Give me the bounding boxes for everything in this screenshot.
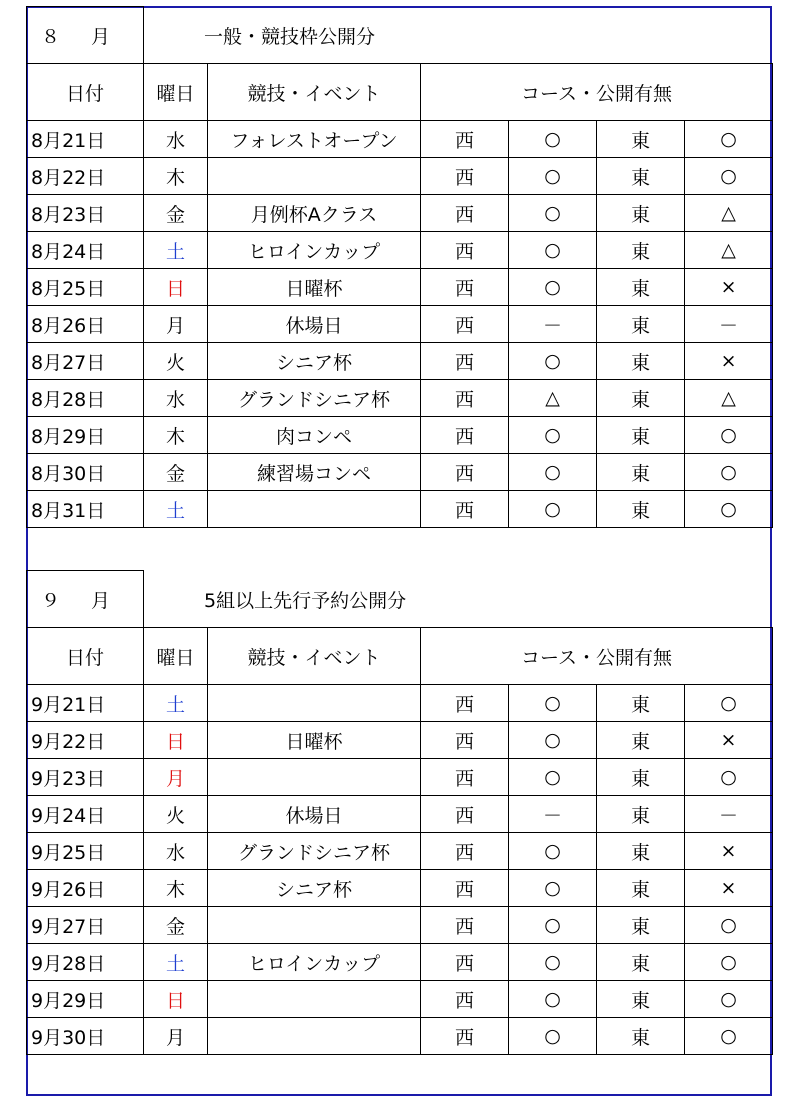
east-status-cell: △ (685, 195, 773, 232)
course-west-cell: 西 (421, 306, 509, 343)
course-west-cell: 西 (421, 269, 509, 306)
header-weekday: 曜日 (144, 628, 208, 685)
september-title-row (27, 571, 773, 628)
date-cell: 9月30日 (27, 1018, 144, 1055)
west-status-cell: ○ (509, 454, 597, 491)
august-title-row (27, 7, 773, 64)
course-west-cell: 西 (421, 158, 509, 195)
course-east-cell: 東 (597, 417, 685, 454)
weekday-cell: 水 (144, 833, 208, 870)
weekday-cell: 日 (144, 269, 208, 306)
west-status-cell: ○ (509, 870, 597, 907)
event-cell (208, 1018, 421, 1055)
date-cell: 8月29日 (27, 417, 144, 454)
event-cell: シニア杯 (208, 343, 421, 380)
west-status-cell: ○ (509, 1018, 597, 1055)
course-west-cell: 西 (421, 870, 509, 907)
event-cell: 休場日 (208, 796, 421, 833)
header-weekday: 曜日 (144, 64, 208, 121)
event-cell (208, 491, 421, 528)
date-cell: 9月23日 (27, 759, 144, 796)
east-status-cell: ○ (685, 417, 773, 454)
table-row (27, 722, 773, 759)
west-status-cell: △ (509, 380, 597, 417)
september-schedule-table (26, 570, 773, 1055)
east-status-cell: ○ (685, 121, 773, 158)
date-cell: 9月25日 (27, 833, 144, 870)
table-row (27, 306, 773, 343)
course-east-cell: 東 (597, 232, 685, 269)
course-west-cell: 西 (421, 121, 509, 158)
header-row (27, 64, 773, 121)
east-status-cell: ○ (685, 491, 773, 528)
weekday-cell: 月 (144, 759, 208, 796)
west-status-cell: ○ (509, 158, 597, 195)
date-cell: 8月21日 (27, 121, 144, 158)
west-status-cell: ○ (509, 232, 597, 269)
event-cell (208, 685, 421, 722)
date-cell: 8月23日 (27, 195, 144, 232)
course-west-cell: 西 (421, 722, 509, 759)
date-cell: 9月29日 (27, 981, 144, 1018)
east-status-cell: ○ (685, 685, 773, 722)
date-cell: 8月26日 (27, 306, 144, 343)
header-course: コース・公開有無 (421, 64, 773, 121)
month-label: ８ 月 (27, 7, 144, 64)
course-east-cell: 東 (597, 759, 685, 796)
table-row (27, 343, 773, 380)
east-status-cell: × (685, 833, 773, 870)
table-row (27, 796, 773, 833)
west-status-cell: ○ (509, 833, 597, 870)
table-row (27, 833, 773, 870)
date-cell: 9月28日 (27, 944, 144, 981)
west-status-cell: ○ (509, 907, 597, 944)
west-status-cell: ○ (509, 269, 597, 306)
event-cell: フォレストオープン (208, 121, 421, 158)
table-row (27, 380, 773, 417)
table-row (27, 870, 773, 907)
east-status-cell: × (685, 269, 773, 306)
date-cell: 8月22日 (27, 158, 144, 195)
table-row (27, 944, 773, 981)
date-cell: 8月27日 (27, 343, 144, 380)
weekday-cell: 火 (144, 343, 208, 380)
weekday-cell: 金 (144, 454, 208, 491)
course-west-cell: 西 (421, 343, 509, 380)
east-status-cell: ○ (685, 907, 773, 944)
east-status-cell: ○ (685, 759, 773, 796)
weekday-cell: 金 (144, 195, 208, 232)
weekday-cell: 土 (144, 232, 208, 269)
course-west-cell: 西 (421, 1018, 509, 1055)
course-east-cell: 東 (597, 944, 685, 981)
weekday-cell: 土 (144, 491, 208, 528)
course-east-cell: 東 (597, 491, 685, 528)
course-west-cell: 西 (421, 833, 509, 870)
west-status-cell: － (509, 796, 597, 833)
header-event: 競技・イベント (208, 628, 421, 685)
table-row (27, 454, 773, 491)
event-cell: 日曜杯 (208, 269, 421, 306)
weekday-cell: 火 (144, 796, 208, 833)
course-east-cell: 東 (597, 121, 685, 158)
course-west-cell: 西 (421, 417, 509, 454)
west-status-cell: ○ (509, 343, 597, 380)
east-status-cell: △ (685, 232, 773, 269)
table-row (27, 121, 773, 158)
east-status-cell: － (685, 796, 773, 833)
course-west-cell: 西 (421, 907, 509, 944)
weekday-cell: 土 (144, 685, 208, 722)
weekday-cell: 月 (144, 306, 208, 343)
east-status-cell: ○ (685, 944, 773, 981)
event-cell: グランドシニア杯 (208, 833, 421, 870)
course-west-cell: 西 (421, 796, 509, 833)
west-status-cell: ○ (509, 491, 597, 528)
event-cell: 月例杯Aクラス (208, 195, 421, 232)
august-schedule-table (26, 6, 773, 528)
east-status-cell: ○ (685, 981, 773, 1018)
date-cell: 9月22日 (27, 722, 144, 759)
table-row (27, 158, 773, 195)
west-status-cell: ○ (509, 981, 597, 1018)
east-status-cell: × (685, 343, 773, 380)
section-title: 5組以上先行予約公開分 (144, 571, 773, 628)
event-cell: 肉コンペ (208, 417, 421, 454)
course-west-cell: 西 (421, 195, 509, 232)
course-east-cell: 東 (597, 454, 685, 491)
event-cell: ヒロインカップ (208, 232, 421, 269)
table-row (27, 685, 773, 722)
course-east-cell: 東 (597, 306, 685, 343)
section-title: 一般・競技枠公開分 (144, 7, 773, 64)
course-west-cell: 西 (421, 944, 509, 981)
weekday-cell: 日 (144, 981, 208, 1018)
course-east-cell: 東 (597, 343, 685, 380)
course-east-cell: 東 (597, 907, 685, 944)
west-status-cell: ○ (509, 685, 597, 722)
date-cell: 9月24日 (27, 796, 144, 833)
course-east-cell: 東 (597, 685, 685, 722)
event-cell: シニア杯 (208, 870, 421, 907)
event-cell: 日曜杯 (208, 722, 421, 759)
event-cell: 練習場コンペ (208, 454, 421, 491)
date-cell: 9月27日 (27, 907, 144, 944)
course-east-cell: 東 (597, 833, 685, 870)
east-status-cell: × (685, 722, 773, 759)
date-cell: 8月28日 (27, 380, 144, 417)
weekday-cell: 木 (144, 417, 208, 454)
course-east-cell: 東 (597, 380, 685, 417)
east-status-cell: △ (685, 380, 773, 417)
header-row (27, 628, 773, 685)
date-cell: 8月24日 (27, 232, 144, 269)
table-row (27, 269, 773, 306)
date-cell: 8月25日 (27, 269, 144, 306)
event-cell (208, 158, 421, 195)
weekday-cell: 日 (144, 722, 208, 759)
event-cell: ヒロインカップ (208, 944, 421, 981)
event-cell: グランドシニア杯 (208, 380, 421, 417)
course-east-cell: 東 (597, 269, 685, 306)
header-course: コース・公開有無 (421, 628, 773, 685)
weekday-cell: 金 (144, 907, 208, 944)
course-west-cell: 西 (421, 491, 509, 528)
west-status-cell: ○ (509, 944, 597, 981)
course-east-cell: 東 (597, 1018, 685, 1055)
event-cell (208, 759, 421, 796)
header-event: 競技・イベント (208, 64, 421, 121)
weekday-cell: 木 (144, 158, 208, 195)
course-west-cell: 西 (421, 759, 509, 796)
date-cell: 9月21日 (27, 685, 144, 722)
course-west-cell: 西 (421, 380, 509, 417)
weekday-cell: 土 (144, 944, 208, 981)
weekday-cell: 水 (144, 380, 208, 417)
course-east-cell: 東 (597, 195, 685, 232)
course-west-cell: 西 (421, 454, 509, 491)
table-row (27, 981, 773, 1018)
east-status-cell: ○ (685, 1018, 773, 1055)
date-cell: 8月30日 (27, 454, 144, 491)
east-status-cell: × (685, 870, 773, 907)
course-east-cell: 東 (597, 981, 685, 1018)
event-cell: 休場日 (208, 306, 421, 343)
west-status-cell: － (509, 306, 597, 343)
event-cell (208, 981, 421, 1018)
course-east-cell: 東 (597, 796, 685, 833)
course-west-cell: 西 (421, 232, 509, 269)
table-row (27, 417, 773, 454)
east-status-cell: ○ (685, 158, 773, 195)
header-date: 日付 (27, 64, 144, 121)
course-east-cell: 東 (597, 158, 685, 195)
date-cell: 8月31日 (27, 491, 144, 528)
weekday-cell: 木 (144, 870, 208, 907)
weekday-cell: 水 (144, 121, 208, 158)
table-row (27, 1018, 773, 1055)
course-east-cell: 東 (597, 870, 685, 907)
course-west-cell: 西 (421, 685, 509, 722)
east-status-cell: － (685, 306, 773, 343)
month-label: ９ 月 (27, 571, 144, 628)
header-date: 日付 (27, 628, 144, 685)
table-row (27, 195, 773, 232)
course-east-cell: 東 (597, 722, 685, 759)
west-status-cell: ○ (509, 195, 597, 232)
west-status-cell: ○ (509, 722, 597, 759)
weekday-cell: 月 (144, 1018, 208, 1055)
event-cell (208, 907, 421, 944)
west-status-cell: ○ (509, 417, 597, 454)
table-row (27, 491, 773, 528)
date-cell: 9月26日 (27, 870, 144, 907)
table-row (27, 759, 773, 796)
east-status-cell: ○ (685, 454, 773, 491)
course-west-cell: 西 (421, 981, 509, 1018)
west-status-cell: ○ (509, 121, 597, 158)
table-row (27, 232, 773, 269)
table-row (27, 907, 773, 944)
west-status-cell: ○ (509, 759, 597, 796)
